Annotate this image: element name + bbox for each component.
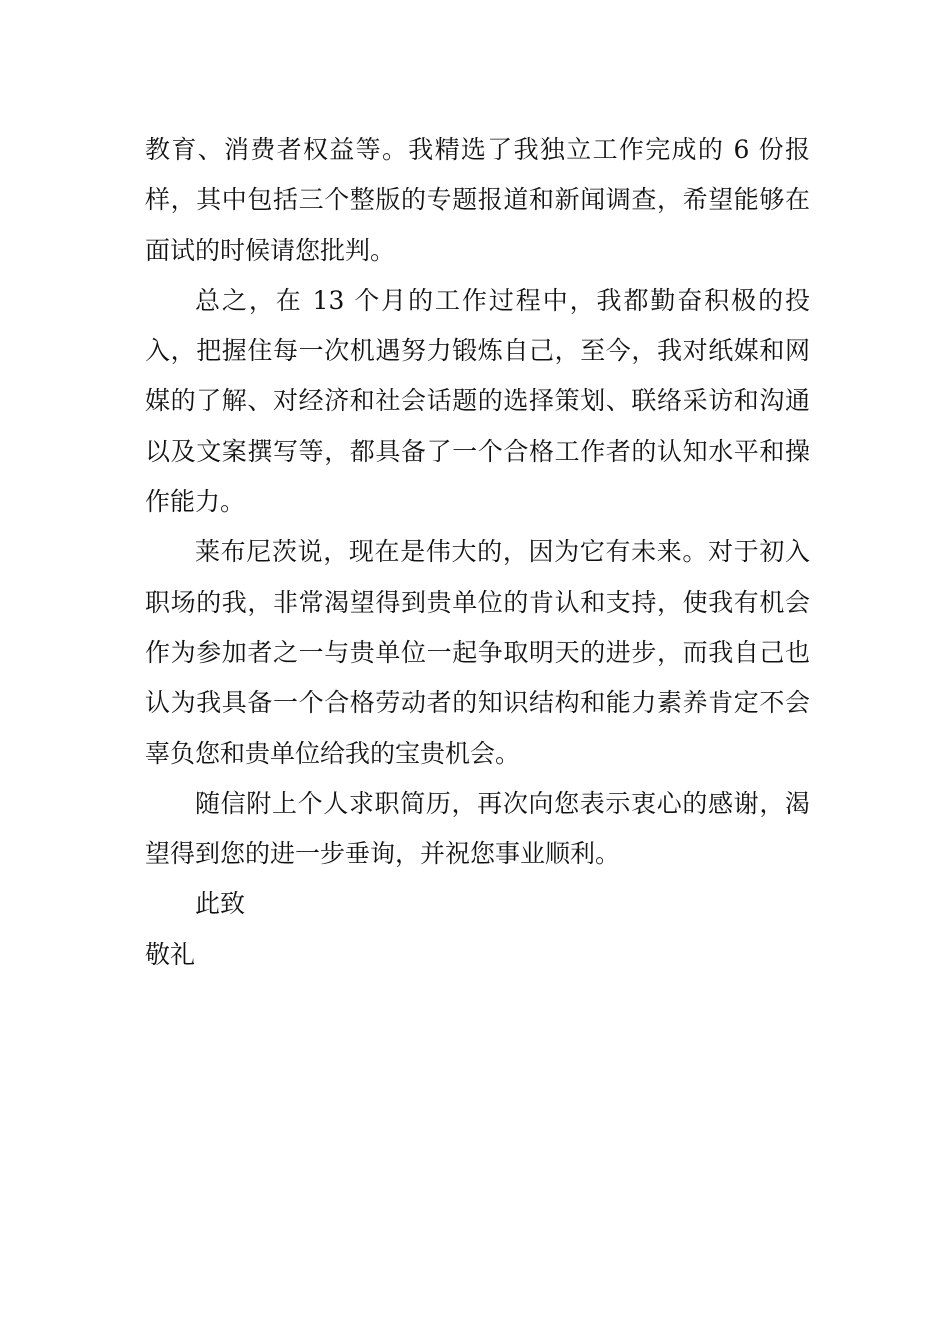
letter-body	[145, 125, 810, 980]
paragraph-leibniz: 莱布尼茨说，现在是伟大的，因为它有未来。对于初入职场的我，非常渴望得到贵单位的肯认和支持，使我有机会作为参加者之一与贵单位一起争取明天的进步，而我自己也认为我具备一个合格劳动者的知识结构和能力素养肯定不会辜负您和贵单位给我的宝贵机会。	[145, 537, 810, 768]
closing-regards: 敬礼	[145, 939, 196, 969]
paragraph-continuation: 教育、消费者权益等。我精选了我独立工作完成的 6 份报样，其中包括三个整版的专题报道和新闻调查，希望能够在面试的时候请您批判。	[145, 135, 810, 265]
closing-salutation: 此致	[195, 889, 246, 919]
paragraph-resume-attached: 随信附上个人求职简历，再次向您表示衷心的感谢，渴望得到您的进一步垂询，并祝您事业顺利。	[145, 788, 810, 869]
paragraph-summary: 总之，在 13 个月的工作过程中，我都勤奋积极的投入，把握住每一次机遇努力锻炼自己，至今，我对纸媒和网媒的了解、对经济和社会话题的选择策划、联络采访和沟通以及文案撰写等，都具备了一个合格工作者的认知水平和操作能力。	[145, 285, 810, 517]
